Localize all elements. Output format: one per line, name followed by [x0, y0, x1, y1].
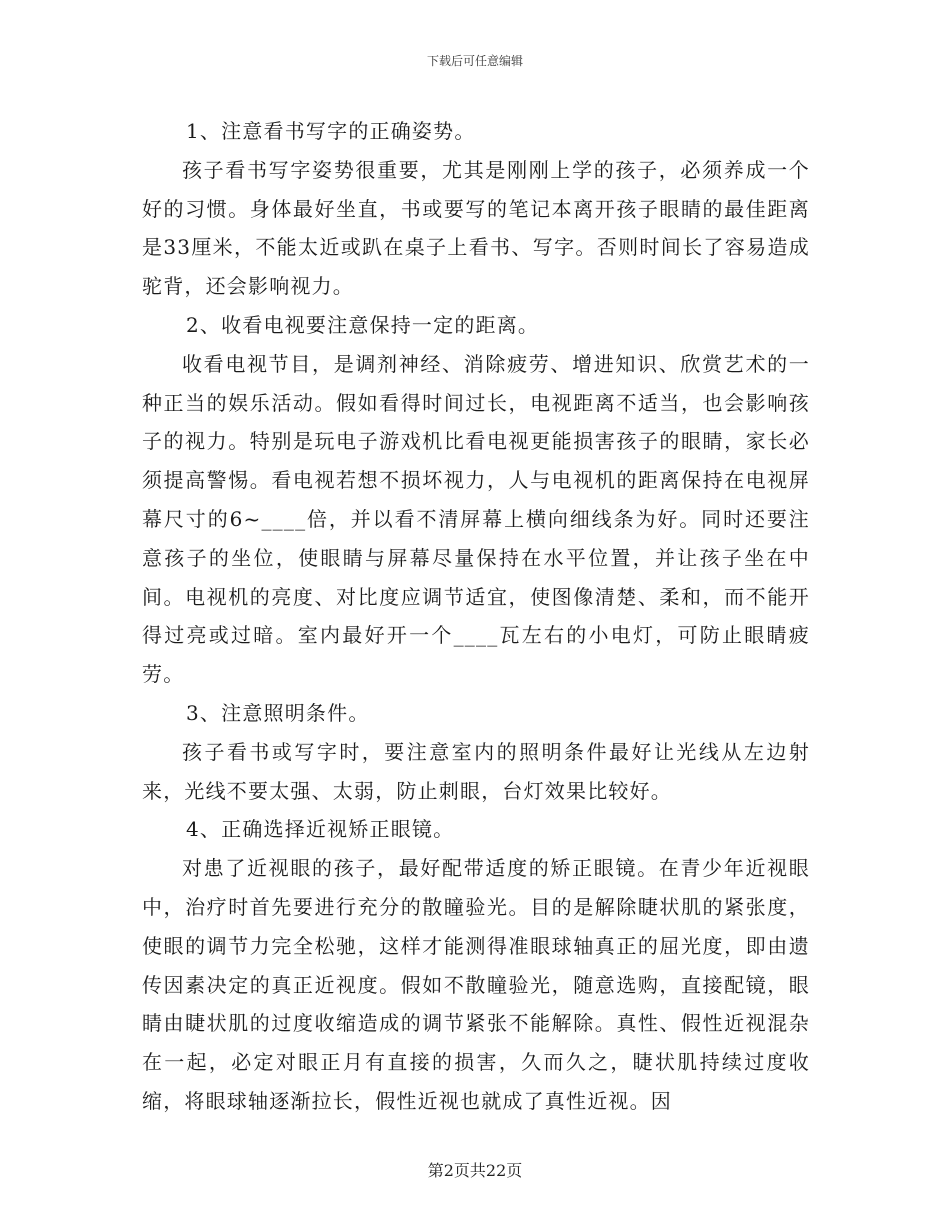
page-header: 下载后可任意编辑: [426, 54, 523, 68]
paragraph: 收看电视节目，是调剂神经、消除疲劳、增进知识、欣赏艺术的一种正当的娱乐活动。假如看得时间过长，电视距离不适当，也会影响孩子的视力。特别是玩电子游戏机比看电视更能损害孩子的眼睛，家长必须提高警惕。看电视若想不损坏视力，人与电视机的距离保持在电视屏幕尺寸的6~____倍，并以看不清屏幕上横向细线条为好。同时还要注意孩子的坐位，使眼睛与屏幕尽量保持在水平位置，并让孩子坐在中间。电视机的亮度、对比度应调节适宜，使图像清楚、柔和，而不能开得过亮或过暗。室内最好开一个____瓦左右的小电灯，可防止眼睛疲劳。: [142, 351, 810, 687]
section-heading-1: 1、注意看书写字的正确姿势。: [186, 119, 476, 143]
paragraph: 孩子看书或写字时，要注意室内的照明条件最好让光线从左边射来，光线不要太强、太弱，防止刺眼，台灯效果比较好。: [142, 739, 810, 803]
body-text: [142, 112, 810, 1121]
paragraph: 孩子看书写字姿势很重要，尤其是刚刚上学的孩子，必须养成一个好的习惯。身体最好坐直，书或要写的笔记本离开孩子眼睛的最佳距离是33厘米，不能太近或趴在桌子上看书、写字。否则时间长了容易造成驼背，还会影响视力。: [142, 157, 810, 299]
paragraph: 对患了近视眼的孩子，最好配带适度的矫正眼镜。在青少年近视眼中，治疗时首先要进行充分的散瞳验光。目的是解除睫状肌的紧张度，使眼的调节力完全松驰，这样才能测得准眼球轴真正的屈光度，即由遗传因素决定的真正近视度。假如不散瞳验光，随意选购，直接配镜，眼睛由睫状肌的过度收缩造成的调节紧张不能解除。真性、假性近视混杂在一起，必定对眼正月有直接的损害，久而久之，睫状肌持续过度收缩，将眼球轴逐渐拉长，假性近视也就成了真性近视。因: [142, 856, 810, 1113]
section-heading-4: 4、正确选择近视矫正眼镜。: [186, 817, 455, 842]
section-heading-2: 2、收看电视要注意保持一定的距离。: [186, 312, 540, 337]
page-number: 第2页共22页: [427, 1161, 523, 1180]
section-heading-3: 3、注意照明条件。: [186, 700, 370, 725]
